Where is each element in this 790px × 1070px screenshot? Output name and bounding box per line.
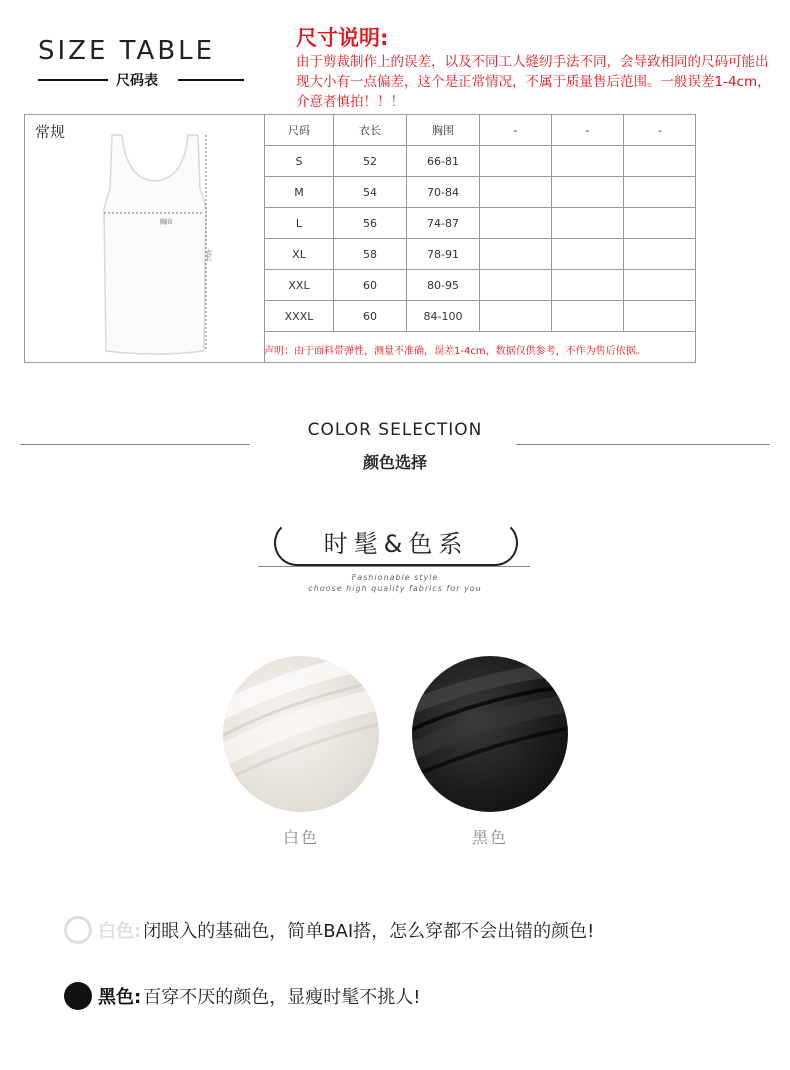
divider xyxy=(178,79,244,81)
table-cell xyxy=(552,239,624,269)
size-grid xyxy=(265,115,696,332)
table-cell: M xyxy=(265,177,334,207)
divider xyxy=(258,566,530,567)
table-header-row xyxy=(265,115,696,146)
table-cell: 80-95 xyxy=(407,270,480,300)
table-cell: 56 xyxy=(334,208,407,238)
table-cell xyxy=(552,146,624,176)
table-row xyxy=(265,146,696,177)
table-cell xyxy=(552,301,624,331)
garment-chest-label: 胸围 xyxy=(160,219,173,226)
garment-cell xyxy=(25,115,265,362)
table-cell: 58 xyxy=(334,239,407,269)
tagline-1: Fashionable style xyxy=(351,573,439,582)
table-cell xyxy=(480,239,552,269)
size-table xyxy=(24,114,696,363)
table-cell: 84-100 xyxy=(407,301,480,331)
swatch-label-black: 黑色 xyxy=(471,828,508,847)
table-cell xyxy=(552,270,624,300)
description-text: 闭眼入的基础色，简单BAI搭，怎么穿都不会出错的颜色! xyxy=(143,921,595,942)
table-header-cell: - xyxy=(658,123,662,137)
description-head: 白色: xyxy=(98,921,142,942)
table-cell: 60 xyxy=(334,270,407,300)
table-header-cell: 胸围 xyxy=(407,115,480,145)
size-table-subtitle: 尺码表 xyxy=(116,73,158,89)
table-cell: XXXL xyxy=(265,301,334,331)
table-row xyxy=(265,270,696,301)
table-cell: S xyxy=(265,146,334,176)
fabric-fold-icon xyxy=(412,656,568,812)
table-header-cell: 尺码 xyxy=(265,115,334,145)
table-cell xyxy=(480,146,552,176)
table-cell: 54 xyxy=(334,177,407,207)
table-cell: 70-84 xyxy=(407,177,480,207)
table-cell: XXL xyxy=(265,270,334,300)
size-table-title: SIZE TABLE xyxy=(38,36,216,66)
table-row xyxy=(265,208,696,239)
color-selection-title: COLOR SELECTION xyxy=(307,420,483,440)
table-cell xyxy=(624,177,696,207)
table-cell xyxy=(624,270,696,300)
tagline-2: choose high quality fabrics for you xyxy=(308,584,482,593)
swatch-white[interactable] xyxy=(223,656,379,812)
table-header-cell: 衣长 xyxy=(334,115,407,145)
size-disclaimer: 声明：由于面料带弹性，测量不准确，误差1-4cm，数据仅供参考，不作为售后依据。 xyxy=(264,346,646,357)
size-note-title: 尺寸说明: xyxy=(296,26,389,50)
table-cell: 66-81 xyxy=(407,146,480,176)
table-cell: 60 xyxy=(334,301,407,331)
swatch-black[interactable] xyxy=(412,656,568,812)
table-cell xyxy=(624,208,696,238)
fabric-fold-icon xyxy=(223,656,379,812)
divider xyxy=(20,444,250,445)
table-cell xyxy=(480,208,552,238)
table-header-cell: - xyxy=(480,115,552,145)
table-row xyxy=(265,177,696,208)
table-cell: 78-91 xyxy=(407,239,480,269)
table-row xyxy=(265,239,696,270)
garment-length-label: 衣长 xyxy=(204,249,212,261)
table-cell xyxy=(552,208,624,238)
divider xyxy=(516,444,770,445)
white-dot-icon xyxy=(64,916,92,944)
table-cell xyxy=(480,177,552,207)
table-header-cell: - xyxy=(552,115,624,145)
table-row xyxy=(265,301,696,332)
tank-top-illustration xyxy=(80,129,230,359)
table-cell xyxy=(624,239,696,269)
size-note-body: 由于剪裁制作上的误差，以及不同工人缝纫手法不同，会导致相同的尺码可能出现大小有一点偏差，这个是正常情况，不属于质量售后范围。一般误差1-4cm，介意者慎拍！！！ xyxy=(296,54,771,110)
divider xyxy=(38,79,108,81)
style-pill-text: 时髦&色系 xyxy=(323,530,469,558)
table-cell: XL xyxy=(265,239,334,269)
table-cell: 74-87 xyxy=(407,208,480,238)
table-cell xyxy=(624,301,696,331)
table-cell xyxy=(624,146,696,176)
table-cell: 52 xyxy=(334,146,407,176)
table-cell xyxy=(480,301,552,331)
description-white xyxy=(64,916,594,944)
garment-label: 常规 xyxy=(35,123,66,141)
table-cell xyxy=(480,270,552,300)
black-dot-icon xyxy=(64,982,92,1010)
description-head: 黑色: xyxy=(98,987,142,1008)
description-text: 百穿不厌的颜色，显瘦时髦不挑人! xyxy=(143,987,421,1008)
description-black xyxy=(64,982,420,1010)
table-cell xyxy=(552,177,624,207)
swatch-label-white: 白色 xyxy=(282,828,319,847)
size-table-subtitle-wrap xyxy=(30,68,245,92)
table-cell: L xyxy=(265,208,334,238)
color-selection-subtitle: 颜色选择 xyxy=(362,453,427,472)
